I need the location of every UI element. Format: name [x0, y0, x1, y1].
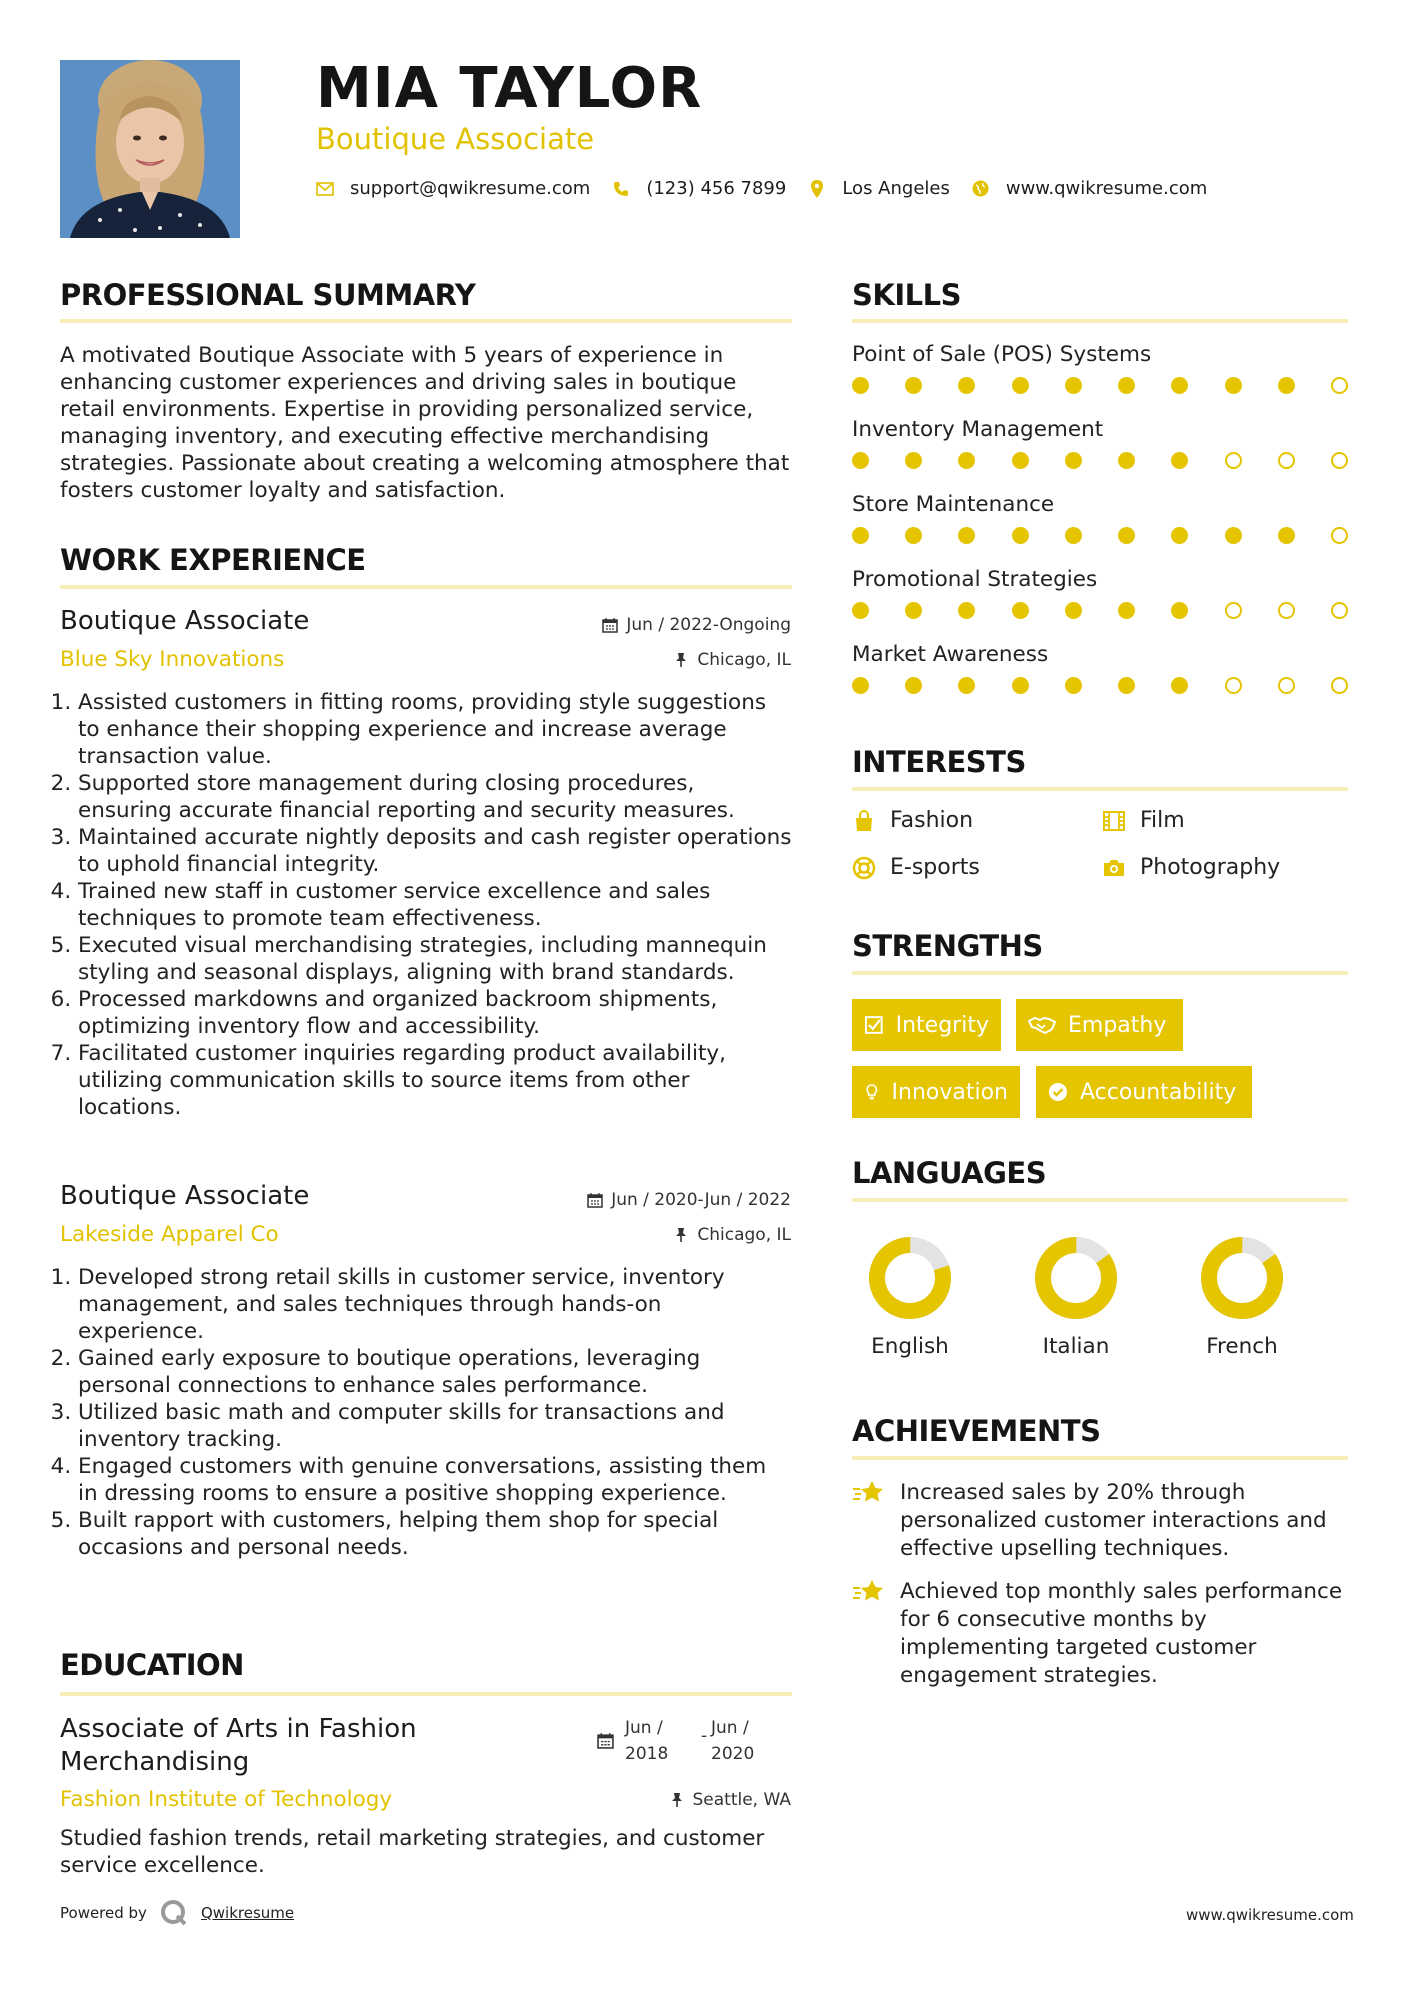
education-heading: EDUCATION — [60, 1648, 244, 1682]
candidate-title: Boutique Associate — [316, 122, 595, 156]
rating-dot-empty — [1225, 452, 1242, 469]
summary-rule — [60, 319, 792, 323]
strength-label: Accountability — [1080, 1079, 1237, 1105]
experience-heading: WORK EXPERIENCE — [60, 543, 366, 577]
strengths-heading: STRENGTHS — [852, 929, 1043, 963]
interest-item — [1102, 808, 1185, 833]
date-dash: - — [701, 1726, 708, 1746]
skill-item — [852, 642, 1348, 694]
pushpin-icon — [673, 652, 689, 668]
rating-dot-filled — [905, 527, 922, 544]
camera-icon — [1102, 856, 1126, 880]
rating-dot-filled — [958, 602, 975, 619]
achievement-item — [852, 1578, 1348, 1690]
languages-heading: LANGUAGES — [852, 1156, 1047, 1190]
strength-badge — [852, 999, 1001, 1051]
pushpin-icon — [673, 1227, 689, 1243]
footer-website[interactable]: www.qwikresume.com — [1186, 1906, 1354, 1924]
end-year: 2020 — [711, 1744, 755, 1764]
strengths-rule — [852, 971, 1348, 975]
degree-title — [60, 1713, 520, 1779]
brand-link[interactable]: Qwikresume — [200, 1904, 295, 1922]
ring-fill — [1032, 1234, 1120, 1322]
rating-dot-filled — [852, 377, 869, 394]
strength-badge — [1016, 999, 1183, 1051]
language-item — [1192, 1234, 1292, 1359]
education-description: Studied fashion trends, retail marketing strategies, and customer service excellence. — [60, 1826, 765, 1878]
footer-powered-by — [60, 1898, 294, 1928]
skill-name: Market Awareness — [852, 642, 1049, 667]
skill-rating — [852, 452, 1348, 469]
rating-dot-filled — [958, 527, 975, 544]
strength-label: Integrity — [895, 1012, 989, 1038]
film-icon — [1102, 809, 1126, 833]
interest-label: Film — [1140, 808, 1185, 833]
rating-dot-filled — [958, 377, 975, 394]
list-item: 6. Processed markdowns and organized backroom shipments, optimizing inventory flow and accessibility. — [78, 986, 792, 1040]
rating-dot-filled — [1118, 677, 1135, 694]
map-pin-icon — [808, 180, 826, 198]
job-date-text: Jun / 2020-Jun / 2022 — [611, 1190, 791, 1210]
start-year: 2018 — [625, 1744, 669, 1764]
language-proficiency-ring — [866, 1234, 954, 1322]
job-location — [673, 650, 791, 670]
rating-dot-filled — [1118, 377, 1135, 394]
rating-dot-filled — [1065, 377, 1082, 394]
rating-dot-filled — [905, 377, 922, 394]
language-item — [860, 1234, 960, 1359]
job-date — [602, 615, 791, 635]
rating-dot-filled — [1012, 452, 1029, 469]
list-item: 3. Maintained accurate nightly deposits and cash register operations to uphold financial integrity. — [78, 824, 792, 878]
skill-name: Promotional Strategies — [852, 567, 1098, 592]
experience-rule — [60, 585, 792, 589]
language-name: French — [1206, 1334, 1278, 1359]
list-item: 7. Facilitated customer inquiries regarding product availability, utilizing communication skills to source items from other locations. — [78, 1040, 792, 1121]
rating-dot-empty — [1225, 602, 1242, 619]
start-month: Jun / — [625, 1718, 663, 1738]
strength-label: Innovation — [891, 1079, 1008, 1105]
skill-rating — [852, 377, 1348, 394]
rating-dot-filled — [1118, 452, 1135, 469]
language-item — [1026, 1234, 1126, 1359]
rating-dot-filled — [958, 677, 975, 694]
job-date — [587, 1190, 791, 1210]
strength-label: Empathy — [1068, 1012, 1167, 1038]
skill-item — [852, 492, 1348, 544]
rating-dot-filled — [852, 527, 869, 544]
education-location — [669, 1790, 792, 1810]
rating-dot-empty — [1331, 677, 1348, 694]
achievement-item — [852, 1479, 1348, 1563]
degree-line: Associate of Arts in Fashion — [60, 1714, 417, 1744]
skill-rating — [852, 602, 1348, 619]
rating-dot-filled — [1278, 377, 1295, 394]
rating-dot-filled — [1171, 527, 1188, 544]
calendar-icon — [587, 1192, 603, 1208]
handshake-icon — [1028, 1015, 1056, 1035]
qwikresume-logo-icon — [159, 1898, 189, 1928]
rating-dot-filled — [1118, 527, 1135, 544]
pushpin-icon — [669, 1792, 685, 1808]
interests-heading: INTERESTS — [852, 745, 1026, 779]
rating-dot-filled — [1225, 527, 1242, 544]
job-title: Boutique Associate — [60, 1181, 310, 1211]
skill-item — [852, 417, 1348, 469]
rating-dot-filled — [1171, 377, 1188, 394]
job-company: Blue Sky Innovations — [60, 647, 285, 672]
school-name: Fashion Institute of Technology — [60, 1787, 393, 1812]
rating-dot-empty — [1278, 677, 1295, 694]
rating-dot-empty — [1331, 602, 1348, 619]
skills-rule — [852, 319, 1348, 323]
interest-label: Fashion — [890, 808, 974, 833]
rating-dot-filled — [852, 677, 869, 694]
calendar-icon — [602, 617, 618, 633]
job-bullets — [60, 1264, 792, 1561]
rating-dot-filled — [1065, 527, 1082, 544]
email-text: support@qwikresume.com — [350, 178, 591, 199]
job-bullets — [60, 689, 792, 1121]
strength-badge — [852, 1066, 1020, 1118]
job-location-text: Chicago, IL — [697, 1225, 791, 1245]
rating-dot-filled — [1012, 527, 1029, 544]
language-name: English — [871, 1334, 949, 1359]
degree-line: Merchandising — [60, 1747, 250, 1777]
job-company: Lakeside Apparel Co — [60, 1222, 279, 1247]
check-square-icon — [864, 1015, 884, 1035]
end-month: Jun / — [711, 1718, 749, 1738]
contact-phone[interactable] — [612, 178, 786, 199]
check-circle-icon — [1048, 1082, 1068, 1102]
rating-dot-filled — [1171, 452, 1188, 469]
language-proficiency-ring — [1198, 1234, 1286, 1322]
rating-dot-empty — [1278, 602, 1295, 619]
list-item: 4. Trained new staff in customer service excellence and sales techniques to promote team effectiveness. — [78, 878, 792, 932]
powered-by-label: Powered by — [60, 1904, 147, 1922]
skill-name: Point of Sale (POS) Systems — [852, 342, 1152, 367]
rating-dot-filled — [1065, 677, 1082, 694]
language-proficiency-ring — [1032, 1234, 1120, 1322]
list-item: 4. Engaged customers with genuine conversations, assisting them in dressing rooms to ensure a positive shopping experience. — [78, 1453, 792, 1507]
summary-text: A motivated Boutique Associate with 5 years of experience in enhancing customer experiences and driving sales in boutique retail environments. Expertise in providing personalized service, managing inventory, and executing effective merchandising strategies. Passionate about creating a welcoming atmosphere that fosters customer loyalty and satisfaction. — [60, 343, 790, 503]
rating-dot-filled — [905, 602, 922, 619]
interest-label: Photography — [1140, 855, 1281, 880]
rating-dot-filled — [958, 452, 975, 469]
rating-dot-filled — [1118, 602, 1135, 619]
achievements-rule — [852, 1456, 1348, 1460]
rating-dot-filled — [905, 677, 922, 694]
job-date-text: Jun / 2022-Ongoing — [626, 615, 791, 635]
skill-rating — [852, 527, 1348, 544]
list-item: 5. Executed visual merchandising strategies, including mannequin styling and seasonal displays, aligning with brand standards. — [78, 932, 792, 986]
strength-badge — [1036, 1066, 1252, 1118]
contact-bar — [316, 178, 1229, 199]
list-item: 2. Gained early exposure to boutique operations, leveraging personal connections to enhance sales performance. — [78, 1345, 792, 1399]
phone-icon — [612, 181, 630, 197]
ring-fill — [1198, 1234, 1286, 1322]
profile-photo — [60, 60, 240, 238]
website-text: www.qwikresume.com — [1005, 178, 1208, 199]
rating-dot-filled — [1171, 602, 1188, 619]
shopping-bag-icon — [852, 809, 876, 833]
interest-item — [1102, 855, 1280, 880]
language-name: Italian — [1042, 1334, 1110, 1359]
envelope-icon — [316, 182, 334, 196]
interest-item — [852, 808, 973, 833]
summary-heading: PROFESSIONAL SUMMARY — [60, 278, 476, 312]
interest-item — [852, 855, 980, 880]
rating-dot-filled — [852, 602, 869, 619]
lightbulb-icon — [864, 1082, 880, 1102]
rating-dot-filled — [852, 452, 869, 469]
skill-name: Store Maintenance — [852, 492, 1055, 517]
interest-label: E-sports — [890, 855, 980, 880]
list-item: 1. Assisted customers in fitting rooms, providing style suggestions to enhance their shopping experience and increase average transaction value. — [78, 689, 792, 770]
globe-icon — [972, 180, 990, 197]
rating-dot-filled — [1065, 602, 1082, 619]
education-location-text: Seattle, WA — [692, 1790, 791, 1810]
rating-dot-empty — [1331, 527, 1348, 544]
rating-dot-empty — [1225, 677, 1242, 694]
skill-name: Inventory Management — [852, 417, 1104, 442]
location-text: Los Angeles — [842, 178, 950, 199]
job-location — [673, 1225, 791, 1245]
rating-dot-empty — [1331, 452, 1348, 469]
rating-dot-filled — [1225, 377, 1242, 394]
candidate-name: MIA TAYLOR — [316, 56, 703, 121]
education-rule — [60, 1692, 792, 1696]
languages-rule — [852, 1198, 1348, 1202]
skills-heading: SKILLS — [852, 278, 961, 312]
skill-item — [852, 567, 1348, 619]
contact-email[interactable] — [316, 178, 590, 199]
rating-dot-empty — [1278, 452, 1295, 469]
rating-dot-filled — [1065, 452, 1082, 469]
rating-dot-filled — [1171, 677, 1188, 694]
rating-dot-empty — [1331, 377, 1348, 394]
skill-item — [852, 342, 1348, 394]
star-icon — [852, 1578, 886, 1608]
contact-website[interactable] — [972, 178, 1207, 199]
star-icon — [852, 1479, 886, 1509]
achievement-text: Achieved top monthly sales performance for 6 consecutive months by implementing targeted customer engagement strategies. — [900, 1579, 1343, 1688]
life-ring-icon — [852, 856, 876, 880]
ring-fill — [868, 1236, 951, 1319]
contact-location — [808, 178, 950, 199]
list-item: 2. Supported store management during closing procedures, ensuring accurate financial reporting and security measures. — [78, 770, 792, 824]
interests-rule — [852, 787, 1348, 791]
achievements-heading: ACHIEVEMENTS — [852, 1414, 1101, 1448]
rating-dot-filled — [1012, 377, 1029, 394]
rating-dot-filled — [905, 452, 922, 469]
rating-dot-filled — [1278, 527, 1295, 544]
phone-text: (123) 456 7899 — [646, 178, 787, 199]
job-location-text: Chicago, IL — [697, 650, 791, 670]
rating-dot-filled — [1012, 602, 1029, 619]
calendar-icon — [597, 1732, 614, 1749]
job-title: Boutique Associate — [60, 606, 310, 636]
list-item: 5. Built rapport with customers, helping them shop for special occasions and personal needs. — [78, 1507, 792, 1561]
list-item: 3. Utilized basic math and computer skills for transactions and inventory tracking. — [78, 1399, 792, 1453]
list-item: 1. Developed strong retail skills in customer service, inventory management, and sales techniques through hands-on experience. — [78, 1264, 792, 1345]
rating-dot-filled — [1012, 677, 1029, 694]
achievement-text: Increased sales by 20% through personalized customer interactions and effective upselling techniques. — [900, 1480, 1327, 1561]
skill-rating — [852, 677, 1348, 694]
